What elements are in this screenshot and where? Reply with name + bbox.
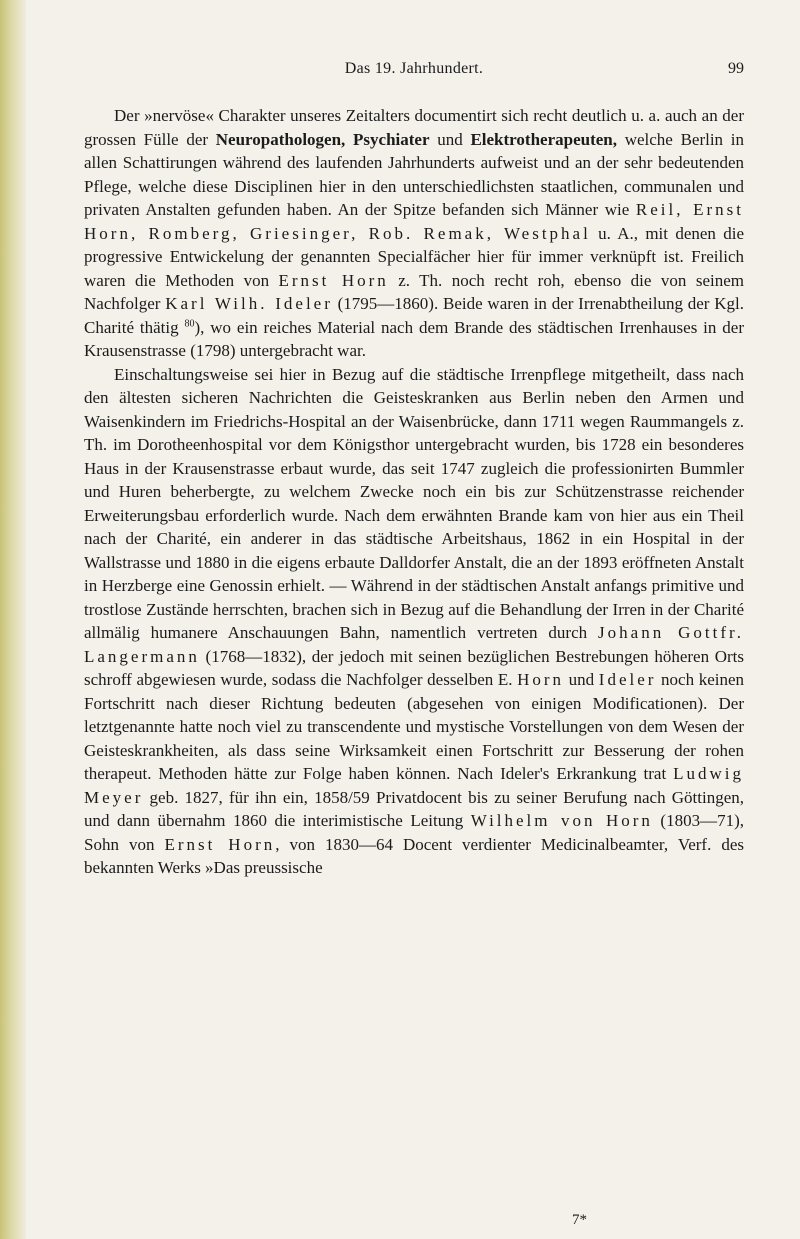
footnote-ref: 80 [184,317,195,329]
p2-text-4: noch keinen Fortschritt nach dieser Richtung bedeuten (abgesehen von einigen Modificationen). Der letztgenannte hatte noch viel zu transcendente und mystische Vorstellungen von dem Wesen der Geisteskrankheiten, als dass seine Wirksamkeit einen Fortschritt zur Besserung der rohen therapeut. Methoden hätte zur Folge haben können. Nach Ideler's Erkrankung trat [84,670,745,783]
p2-text-6: (1803—71), Sohn von [84,811,745,854]
p2-spaced-name-2: Horn [517,670,565,689]
p1-text-1: Der »nervöse« Charakter unseres Zeitalters documentirt sich recht deutlich u. a. auch an der grossen Fülle der [84,106,744,149]
running-title: Das 19. Jahrhundert. [344,60,484,77]
p1-text-5: z. Th. noch recht roh, ebenso die von seinem Nachfolger [84,270,744,313]
p2-spaced-name-4: Ludwig Meyer [84,764,744,807]
p1-spaced-names-1: Reil, Ernst Horn, Romberg, Griesinger, Rob. Remak, Westphal [84,200,745,243]
p2-text-3: und [564,670,599,689]
p1-text-4: u. A., mit denen die progressive Entwickelung der genannten Specialfächer hier für immer verknüpft ist. Freilich waren die Methoden von [84,223,744,290]
paragraph-2 [84,363,744,880]
page-edge-shadow [0,0,26,1239]
paragraph-1 [84,104,744,363]
p2-text-7: , von 1830—64 Docent verdienter Medicinalbeamter, Verf. des bekannten Werks »Das preussische [84,834,744,877]
p1-text-6: (1795—1860). Beide waren in der Irrenabtheilung der Kgl. Charité thätig [84,294,744,337]
p1-spaced-name-3: Karl Wilh. Ideler [165,294,333,313]
p2-spaced-name-3: Ideler [598,670,657,689]
p2-spaced-name-6: Ernst Horn [164,834,276,854]
p1-spaced-name-2: Ernst Horn [278,270,389,290]
page-number: 99 [728,60,744,77]
p1-text-2: und [429,129,471,149]
p1-text-3: welche Berlin in allen Schattirungen während des laufenden Jahrhunderts aufweist und an der sehr bedeutenden Pflege, welche diese Disciplinen hier in den unterschiedlichsten staatlichen, communalen und privaten Anstalten gefunden haben. An der Spitze befanden sich Männer wie [84,129,745,219]
p2-text-2: (1768—1832), der jedoch mit seinen bezüglichen Bestrebungen höheren Orts schroff abgewiesen wurde, sodass die Nachfolger desselben E. [84,646,744,689]
p1-bold-2: Elektrotherapeuten, [470,129,617,149]
signature-mark: 7* [572,1212,587,1228]
page-header [84,60,744,86]
p2-text-1: Einschaltungsweise sei hier in Bezug auf die städtische Irrenpflege mitgetheilt, dass nach den ältesten sicheren Nachrichten die Geisteskranken aus Berlin neben den Armen und Waisenkindern im Friedrichs-Hospital an der Waisenbrücke, dann 1711 wegen Raummangels z. Th. im Dorotheenhospital vor dem Königsthor untergebracht wurden, bis 1728 ein besonderes Haus in der Krausenstrasse erbaut wurde, das seit 1747 zugleich die professionirten Bummler und Huren beherbergte, zu welchem Zwecke noch ein bis zur Schützenstrasse reichender Erweiterungsbau erforderlich wurde. Nach dem erwähnten Brande kam von hier aus ein Theil nach der Charité, ein anderer in das städtische Arbeitshaus, 1862 in ein Hospital in der Wallstrasse und 1880 in die eigens erbaute Dalldorfer Anstalt, die an der 1893 eröffneten Anstalt in Herzberge eine Genossin erhielt. — Während in der städtischen Anstalt anfangs primitive und trostlose Zustände herrschten, brachen sich in Bezug auf die Behandlung der Irren in der Charité allmälig humanere Anschauungen Bahn, namentlich vertreten durch [84,364,744,642]
p2-text-5: geb. 1827, für ihn ein, 1858/59 Privatdocent bis zu seiner Berufung nach Göttingen, und dann übernahm 1860 die interimistische Leitung [84,787,744,830]
book-page [84,60,744,880]
p1-bold-1: Neuropathologen, Psychiater [215,129,430,149]
p2-spaced-name-1: Johann Gottfr. Langermann [84,623,744,666]
p1-text-7: ), wo ein reiches Material nach dem Brande des städtischen Irrenhauses in der Krausenstrasse (1798) untergebracht war. [84,317,744,360]
p2-spaced-name-5: Wilhelm von Horn [470,811,653,830]
